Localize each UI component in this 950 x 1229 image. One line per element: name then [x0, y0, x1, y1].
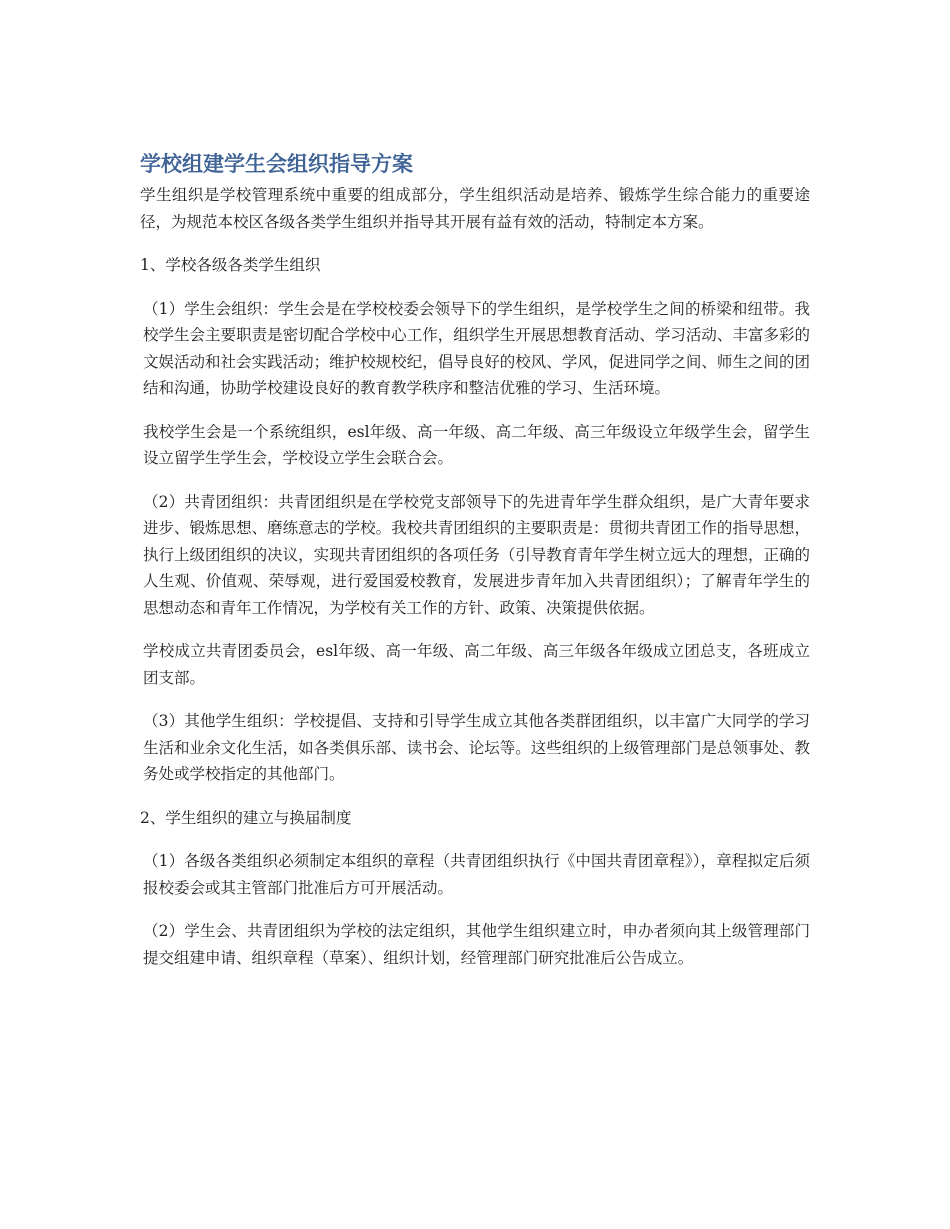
section-1-heading: 1、学校各级各类学生组织	[140, 256, 321, 274]
section-1-paragraph-5: （3）其他学生组织：学校提倡、支持和引导学生成立其他各类群团组织，以丰富广大同学的学习生活和业余文化生活，如各类俱乐部、读书会、论坛等。这些组织的上级管理部门是总领事处、教务处或学校指定的其他部门。	[143, 712, 810, 783]
section-2-paragraph-1: （1）各级各类组织必须制定本组织的章程（共青团组织执行《中国共青团章程》），章程拟定后须报校委会或其主管部门批准后方可开展活动。	[143, 852, 810, 897]
section-2-paragraph-2: （2）学生会、共青团组织为学校的法定组织，其他学生组织建立时，申办者须向其上级管理部门提交组建申请、组织章程（草案）、组织计划，经管理部门研究批准后公告成立。	[143, 922, 810, 967]
intro-paragraph: 学生组织是学校管理系统中重要的组成部分，学生组织活动是培养、锻炼学生综合能力的重要途径，为规范本校区各级各类学生组织并指导其开展有益有效的活动，特制定本方案。	[140, 186, 810, 231]
section-2-heading: 2、学生组织的建立与换届制度	[140, 808, 352, 827]
section-1-paragraph-1: （1）学生会组织：学生会是在学校校委会领导下的学生组织，是学校学生之间的桥梁和纽带。我校学生会主要职责是密切配合学校中心工作，组织学生开展思想教育活动、学习活动、丰富多彩的文娱活动和社会实践活动；维护校规校纪，倡导良好的校风、学风，促进同学之间、师生之间的团结和沟通，协助学校建设良好的教育教学秩序和整洁优雅的学习、生活环境。	[143, 299, 810, 397]
document-body	[140, 150, 810, 971]
section-1-paragraph-4: 学校成立共青团委员会，esl年级、高一年级、高二年级、高三年级各年级成立团总支，各班成立团支部。	[143, 642, 810, 687]
section-1-paragraph-3: （2）共青团组织：共青团组织是在学校党支部领导下的先进青年学生群众组织，是广大青年要求进步、锻炼思想、磨练意志的学校。我校共青团组织的主要职责是：贯彻共青团工作的指导思想，执行上级团组织的决议，实现共青团组织的各项任务（引导教育青年学生树立远大的理想，正确的人生观、价值观、荣辱观，进行爱国爱校教育，发展进步青年加入共青团组织）；了解青年学生的思想动态和青年工作情况，为学校有关工作的方针、政策、决策提供依据。	[143, 492, 810, 617]
section-1-paragraph-2: 我校学生会是一个系统组织，esl年级、高一年级、高二年级、高三年级设立年级学生会，留学生设立留学生学生会，学校设立学生会联合会。	[143, 422, 810, 467]
document-title: 学校组建学生会组织指导方案	[140, 152, 413, 176]
